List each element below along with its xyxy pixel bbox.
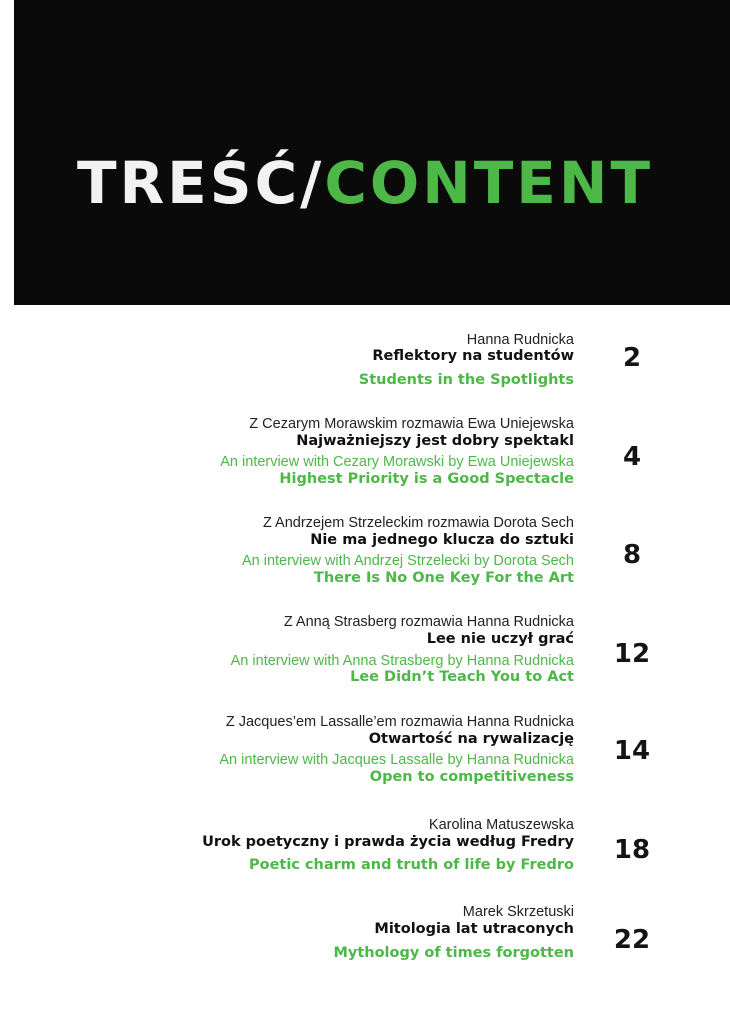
entry-title-pl: Lee nie uczył grać xyxy=(426,631,574,647)
entry-title-pl: Urok poetyczny i prawda życia według Fredry xyxy=(202,834,574,850)
page-number: 2 xyxy=(622,343,642,373)
entry-title-pl: Nie ma jednego klucza do sztuki xyxy=(310,532,574,548)
title-polish: TREŚĆ xyxy=(76,149,301,217)
entry-byline: Z Jacques’em Lassalle’em rozmawia Hanna Rudnicka xyxy=(225,714,574,730)
entry-title-pl: Otwartość na rywalizację xyxy=(368,731,574,747)
entry-byline: Marek Skrzetuski xyxy=(462,904,574,920)
title-separator: / xyxy=(300,149,325,217)
page-number: 8 xyxy=(622,540,642,570)
page-title xyxy=(0,149,730,217)
entry-byline: Z Cezarym Morawskim rozmawia Ewa Uniejewska xyxy=(249,416,574,432)
entry-title-en: Poetic charm and truth of life by Fredro xyxy=(248,857,574,873)
entry-byline-en: An interview with Andrzej Strzelecki by Dorota Sech xyxy=(241,553,574,569)
page-number: 14 xyxy=(613,736,651,766)
entry-title-pl: Reflektory na studentów xyxy=(372,348,574,364)
entry-byline: Hanna Rudnicka xyxy=(466,332,574,348)
entry-byline-en: An interview with Anna Strasberg by Hanna Rudnicka xyxy=(230,653,574,669)
title-english: CONTENT xyxy=(324,149,654,217)
entry-byline: Karolina Matuszewska xyxy=(428,817,574,833)
entry-title-en: Mythology of times forgotten xyxy=(333,945,574,961)
page-number: 4 xyxy=(622,442,642,472)
entry-byline: Z Anną Strasberg rozmawia Hanna Rudnicka xyxy=(283,614,574,630)
entry-title-en: There Is No One Key For the Art xyxy=(313,570,574,586)
entry-title-en: Highest Priority is a Good Spectacle xyxy=(279,471,574,487)
page-number: 12 xyxy=(613,639,651,669)
page-number: 22 xyxy=(613,925,651,955)
entry-byline-en: An interview with Jacques Lassalle by Hanna Rudnicka xyxy=(219,752,574,768)
entry-title-pl: Najważniejszy jest dobry spektakl xyxy=(296,433,574,449)
entry-title-pl: Mitologia lat utraconych xyxy=(374,921,574,937)
entry-title-en: Open to competitiveness xyxy=(369,769,574,785)
entry-title-en: Students in the Spotlights xyxy=(358,372,574,388)
entry-byline-en: An interview with Cezary Morawski by Ewa Uniejewska xyxy=(220,454,574,470)
entry-title-en: Lee Didn’t Teach You to Act xyxy=(350,669,574,685)
entry-byline: Z Andrzejem Strzeleckim rozmawia Dorota Sech xyxy=(262,515,574,531)
page-number: 18 xyxy=(613,835,651,865)
